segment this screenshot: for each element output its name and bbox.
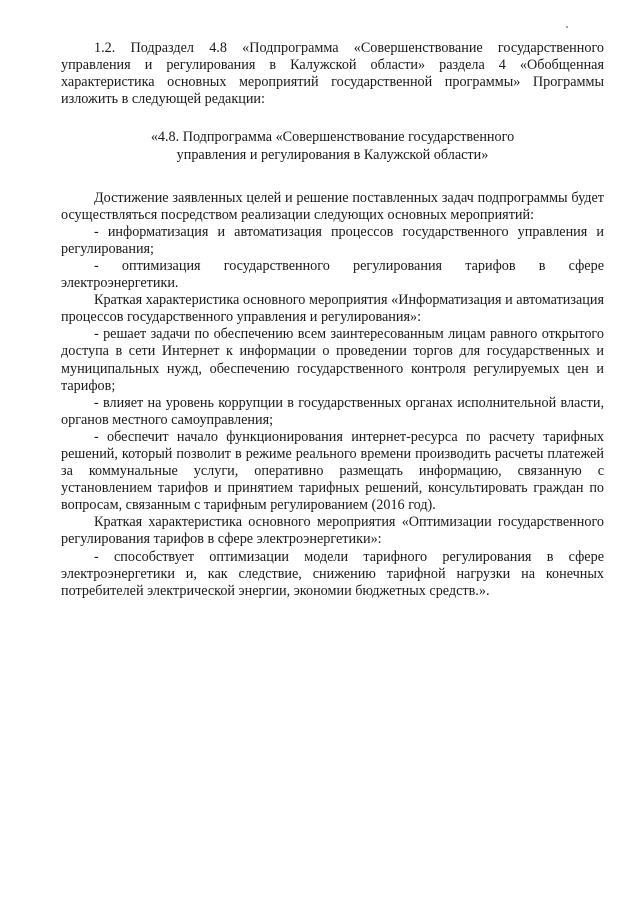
intro-paragraph: 1.2. Подраздел 4.8 «Подпрограмма «Совершенствование государственного управления и регулирования в Калужской области» раздела 4 «Обобщенная характеристика основных мероприятий государственной программы» Программы изложить в следующей редакции: bbox=[61, 40, 604, 108]
list-item-corruption: - влияет на уровень коррупции в государственных органах исполнительной власти, органов местного самоуправления; bbox=[61, 394, 604, 428]
list-item-tariff-optimization: - оптимизация государственного регулирования тарифов в сфере электроэнергетики. bbox=[61, 257, 604, 292]
section-title-line-1: «4.8. Подпрограмма «Совершенствование государственного bbox=[150, 129, 515, 146]
list-item-equal-access: - решает задачи по обеспечению всем заинтересованным лицам равного открытого доступа в сети Интернет к информации о проведении торгов для государственных и муниципальных нужд, обеспечению государственного контроля регулируемых цен и тарифов; bbox=[61, 326, 604, 394]
paragraph-optimization-summary: Краткая характеристика основного мероприятия «Оптимизации государственного регулирования тарифов в сфере электроэнергетики»: bbox=[61, 514, 604, 548]
section-title bbox=[61, 129, 604, 164]
paragraph-informatization-summary: Краткая характеристика основного мероприятия «Информатизация и автоматизация процессов государственного управления и регулирования»: bbox=[61, 292, 604, 326]
paragraph-goals: Достижение заявленных целей и решение поставленных задач подпрограммы будет осуществляться посредством реализации следующих основных мероприятий: bbox=[61, 189, 604, 223]
scan-speck bbox=[566, 26, 568, 28]
document-page bbox=[61, 40, 604, 600]
list-item-tariff-model: - способствует оптимизации модели тарифного регулирования в сфере электроэнергетики и, как следствие, снижению тарифной нагрузки на конечных потребителей электрической энергии, экономии бюджетных средств.». bbox=[61, 548, 604, 599]
section-title-line-2: управления и регулирования в Калужской области» bbox=[176, 146, 489, 163]
list-item-informatization: - информатизация и автоматизация процессов государственного управления и регулирования; bbox=[61, 223, 604, 257]
list-item-internet-resource: - обеспечит начало функционирования интернет-ресурса по расчету тарифных решений, который позволит в режиме реального времени производить расчеты платежей за коммунальные услуги, оперативно размещать информацию, связанную с установлением тарифов и принятием тарифных решений, консультировать граждан по вопросам, связанным с тарифным регулированием (2016 год). bbox=[61, 428, 604, 514]
